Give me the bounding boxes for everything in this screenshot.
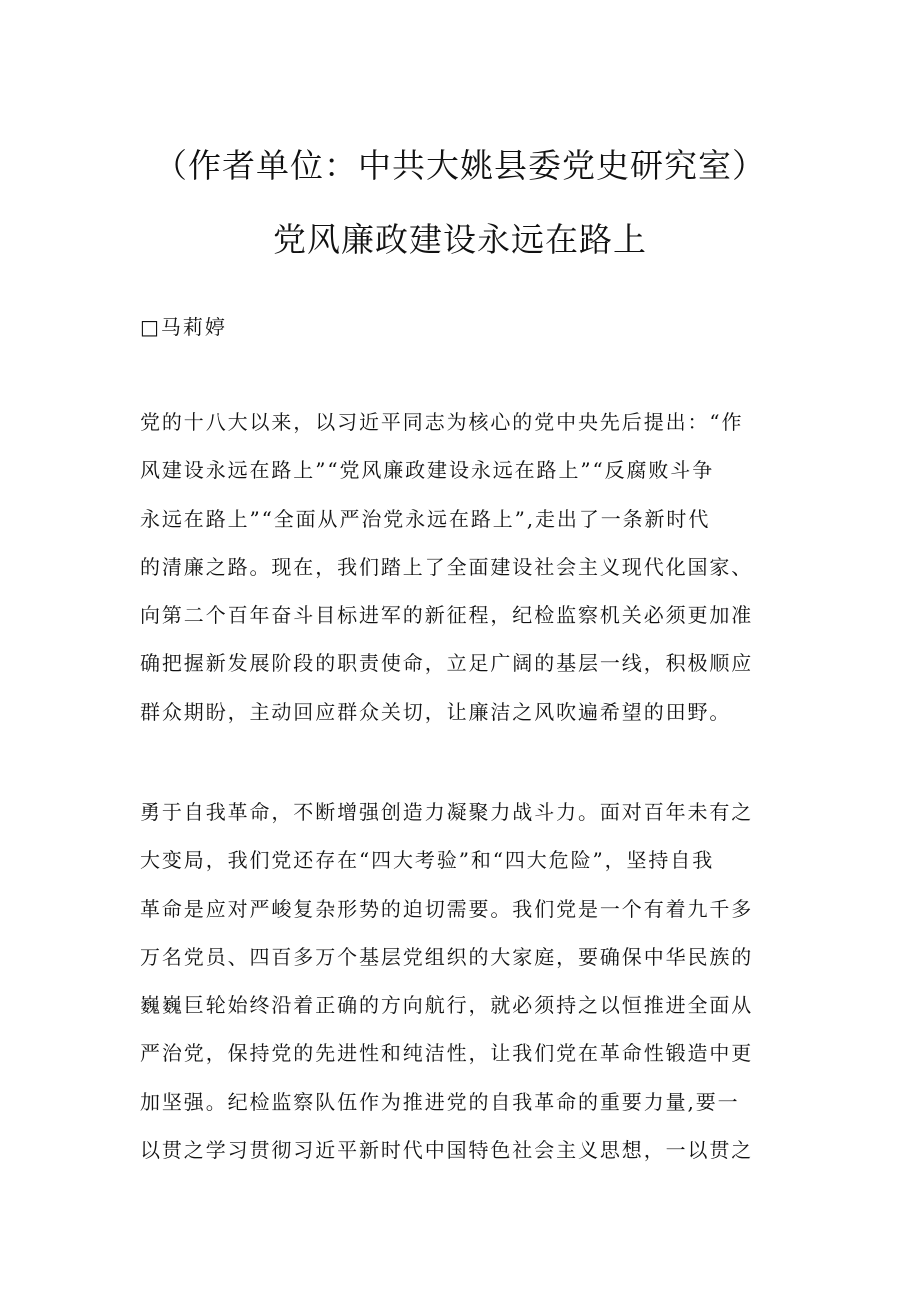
paragraph-line: 革命是应对严峻复杂形势的迫切需要。我们党是一个有着九千多 xyxy=(140,896,754,921)
paragraph-line: 巍巍巨轮始终沿着正确的方向航行，就必须持之以恒推进全面从 xyxy=(140,993,754,1018)
article-title: 党风廉政建设永远在路上 xyxy=(273,220,647,259)
paragraph-line: 的清廉之路。现在，我们踏上了全面建设社会主义现代化国家、 xyxy=(140,554,754,579)
author-unit-heading: （作者单位：中共大姚县委党史研究室） xyxy=(154,146,766,185)
paragraph-line: 永远在路上”“全面从严治党永远在路上”,走出了一条新时代 xyxy=(140,506,711,531)
paragraph-line: 勇于自我革命，不断增强创造力凝聚力战斗力。面对百年未有之 xyxy=(140,800,754,824)
paragraph-line: 严治党，保持党的先进性和纯洁性，让我们党在革命性锻造中更 xyxy=(140,1041,754,1066)
paragraph-1 xyxy=(140,398,800,736)
paragraph-line: 万名党员、四百多万个基层党组织的大家庭，要确保中华民族的 xyxy=(140,944,754,969)
paragraph-line: 风建设永远在路上”“党风廉政建设永远在路上”“反腐败斗争 xyxy=(140,458,715,483)
paragraph-line: 加坚强。纪检监察队伍作为推进党的自我革命的重要力量,要一 xyxy=(140,1089,740,1114)
paragraph-line: 党的十八大以来，以习近平同志为核心的党中央先后提出：“作 xyxy=(140,410,744,434)
author-byline: □马莉婷 xyxy=(140,315,227,339)
paragraph-line: 向第二个百年奋斗目标进军的新征程，纪检监察机关必须更加准 xyxy=(140,603,754,628)
paragraph-line: 大变局，我们党还存在“四大考验”和“四大危险”，坚持自我 xyxy=(140,848,715,873)
paragraph-line: 群众期盼，主动回应群众关切，让廉洁之风吹遍希望的田野。 xyxy=(140,699,732,724)
paragraph-2 xyxy=(140,788,800,1174)
paragraph-line: 确把握新发展阶段的职责使命，立足广阔的基层一线，积极顺应 xyxy=(140,651,754,676)
paragraph-line: 以贯之学习贯彻习近平新时代中国特色社会主义思想，一以贯之 xyxy=(140,1138,754,1163)
